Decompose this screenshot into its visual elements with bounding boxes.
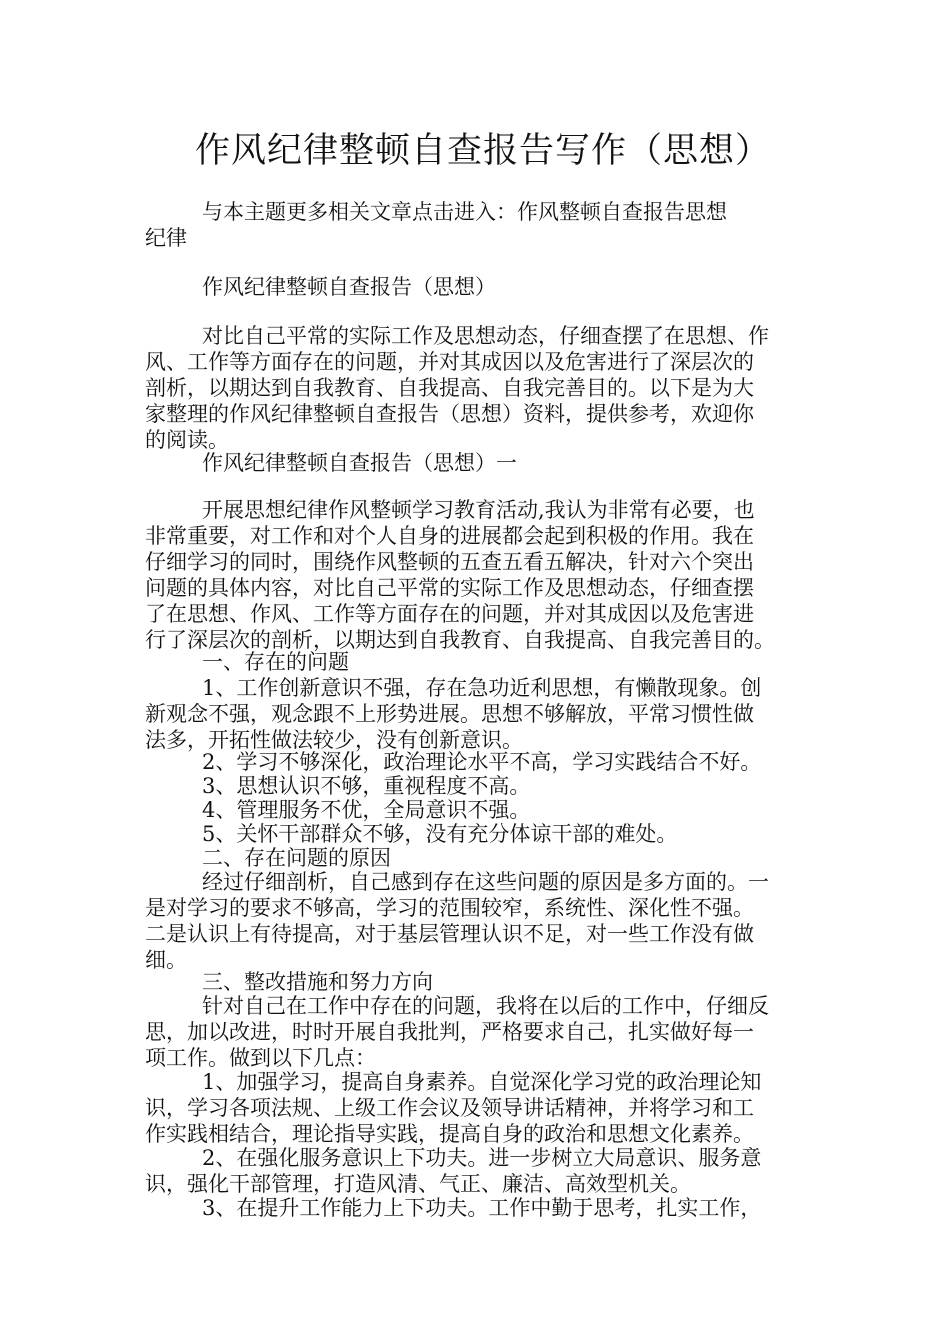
paragraph-line: 的阅读。 — [145, 428, 229, 452]
list-item-continued: 作实践相结合，理论指导实践，提高自身的政治和思想文化素养。 — [145, 1122, 754, 1146]
paragraph-line: 开展思想纪律作风整顿学习教育活动,我认为非常有必要，也 — [202, 498, 755, 522]
list-item-continued: 新观念不强，观念跟不上形势进展。思想不够解放，平常习惯性做 — [145, 702, 754, 726]
list-item-continued: 识，学习各项法规、上级工作会议及领导讲话精神，并将学习和工 — [145, 1096, 754, 1120]
paragraph-line: 了在思想、作风、工作等方面存在的问题，并对其成因以及危害进 — [145, 602, 754, 626]
list-heading: 三、整改措施和努力方向 — [202, 970, 433, 994]
list-item: 1、工作创新意识不强，存在急功近利思想，有懒散现象。创 — [202, 676, 762, 700]
paragraph-line: 仔细学习的同时，围绕作风整顿的五查五看五解决，针对六个突出 — [145, 550, 754, 574]
paragraph-line: 行了深层次的剖析，以期达到自我教育、自我提高、自我完善目的。 — [145, 628, 775, 652]
intro-link-line-continued: 纪律 — [145, 226, 187, 250]
paragraph-line: 风、工作等方面存在的问题，并对其成因以及危害进行了深层次的 — [145, 350, 754, 374]
paragraph-line: 思，加以改进，时时开展自我批判，严格要求自己，扎实做好每一 — [145, 1020, 754, 1044]
list-item: 3、在提升工作能力上下功夫。工作中勤于思考，扎实工作， — [202, 1196, 762, 1220]
paragraph-line: 针对自己在工作中存在的问题，我将在以后的工作中，仔细反 — [202, 994, 769, 1018]
list-item: 2、在强化服务意识上下功夫。进一步树立大局意识、服务意 — [202, 1146, 762, 1170]
section-heading: 作风纪律整顿自查报告（思想） — [202, 275, 496, 299]
paragraph-line: 剖析，以期达到自我教育、自我提高、自我完善目的。以下是为大 — [145, 376, 754, 400]
list-item: 1、加强学习，提高自身素养。自觉深化学习党的政治理论知 — [202, 1070, 762, 1094]
list-heading: 一、存在的问题 — [202, 650, 349, 674]
paragraph-line: 二是认识上有待提高，对于基层管理认识不足，对一些工作没有做 — [145, 922, 754, 946]
paragraph-line: 经过仔细剖析，自己感到存在这些问题的原因是多方面的。一 — [202, 870, 769, 894]
list-item: 3、思想认识不够，重视程度不高。 — [202, 774, 531, 798]
list-item: 5、关怀干部群众不够，没有充分体谅干部的难处。 — [202, 822, 678, 846]
paragraph-line: 问题的具体内容，对比自己平常的实际工作及思想动态，仔细查摆 — [145, 576, 754, 600]
subsection-heading: 作风纪律整顿自查报告（思想）一 — [202, 451, 517, 475]
paragraph-line: 对比自己平常的实际工作及思想动态，仔细查摆了在思想、作 — [202, 324, 769, 348]
list-item: 2、学习不够深化，政治理论水平不高，学习实践结合不好。 — [202, 750, 762, 774]
paragraph-line: 细。 — [145, 948, 187, 972]
paragraph-line: 家整理的作风纪律整顿自查报告（思想）资料，提供参考，欢迎你 — [145, 402, 754, 426]
paragraph-line: 非常重要，对工作和对个人自身的进展都会起到积极的作用。我在 — [145, 524, 754, 548]
list-item: 4、管理服务不优，全局意识不强。 — [202, 798, 531, 822]
intro-link-line: 与本主题更多相关文章点击进入：作风整顿自查报告思想 — [202, 200, 727, 224]
list-heading: 二、存在问题的原因 — [202, 846, 391, 870]
list-item-continued: 法多，开拓性做法较少，没有创新意识。 — [145, 728, 523, 752]
document-title: 作风纪律整顿自查报告写作（思想） — [195, 131, 772, 171]
list-item-continued: 识，强化干部管理，打造风清、气正、廉洁、高效型机关。 — [145, 1172, 691, 1196]
paragraph-line: 是对学习的要求不够高，学习的范围较窄，系统性、深化性不强。 — [145, 896, 754, 920]
paragraph-line: 项工作。做到以下几点： — [145, 1046, 376, 1070]
